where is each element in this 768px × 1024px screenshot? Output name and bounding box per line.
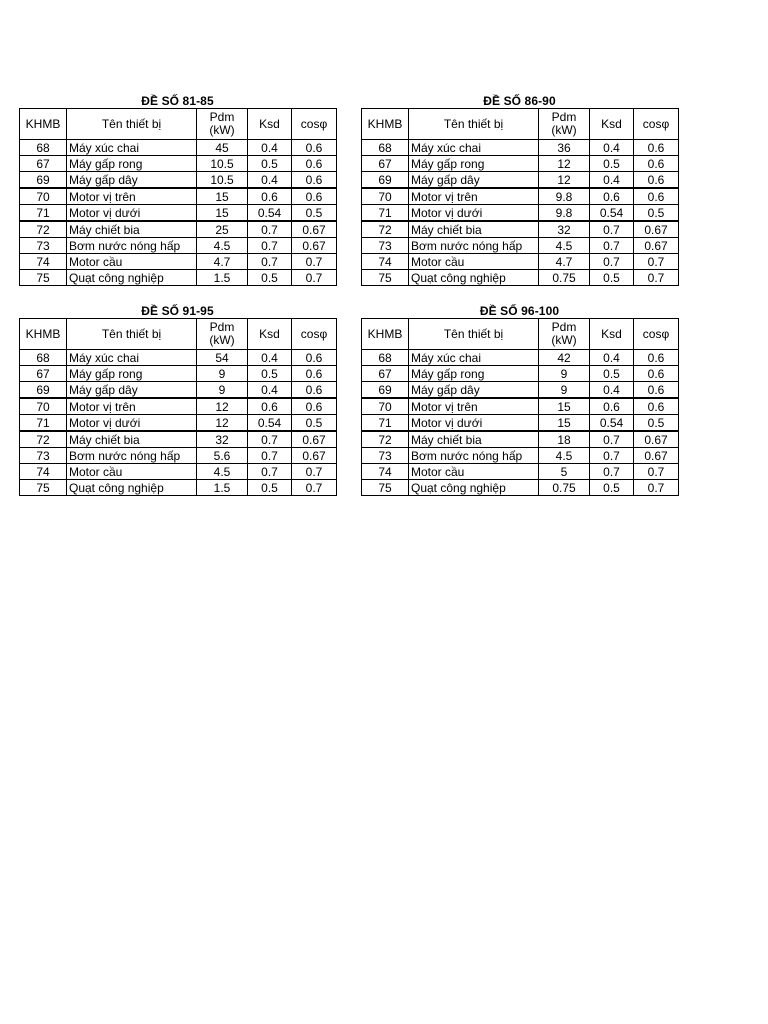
- cell-khmb: 67: [20, 366, 67, 382]
- cell-pdm: 42: [539, 350, 590, 366]
- table-row: [20, 140, 337, 156]
- cell-ksd: 0.7: [590, 238, 634, 254]
- table-block-86-90: [361, 92, 678, 286]
- cell-ksd: 0.7: [248, 221, 292, 238]
- cell-ksd: 0.54: [590, 415, 634, 432]
- cell-device-name: Motor cầu: [67, 464, 197, 480]
- cell-pdm: 54: [197, 350, 248, 366]
- cell-cos-phi: 0.6: [292, 172, 337, 189]
- table-row: [362, 480, 679, 496]
- cell-khmb: 73: [20, 238, 67, 254]
- header-pdm: [539, 109, 590, 140]
- cell-ksd: 0.4: [590, 382, 634, 399]
- cell-device-name: Motor vị dưới: [67, 205, 197, 222]
- table-row: [362, 188, 679, 205]
- cell-khmb: 69: [362, 382, 409, 399]
- cell-pdm: 10.5: [197, 172, 248, 189]
- cell-device-name: Máy gấp rong: [67, 366, 197, 382]
- table-title: ĐỀ SỐ 86-90: [483, 94, 556, 108]
- cell-pdm: 15: [539, 415, 590, 432]
- header-cos-phi-text: cosφ: [642, 116, 670, 131]
- cell-ksd: 0.5: [248, 366, 292, 382]
- cell-cos-phi: 0.5: [292, 415, 337, 432]
- data-table: [361, 318, 679, 496]
- cell-cos-phi: 0.6: [292, 140, 337, 156]
- cell-device-name: Motor cầu: [409, 464, 539, 480]
- cell-khmb: 74: [20, 464, 67, 480]
- cell-ksd: 0.54: [248, 205, 292, 222]
- table-row: [20, 415, 337, 432]
- table-row: [362, 382, 679, 399]
- cell-cos-phi: 0.67: [634, 431, 679, 448]
- header-ksd: [590, 109, 634, 140]
- header-row: [362, 319, 679, 350]
- cell-pdm: 0.75: [539, 270, 590, 286]
- cell-pdm: 32: [197, 431, 248, 448]
- cell-cos-phi: 0.6: [292, 188, 337, 205]
- cell-khmb: 74: [20, 254, 67, 270]
- cell-pdm: 12: [197, 398, 248, 415]
- table-row: [20, 238, 337, 254]
- table-row: [362, 448, 679, 464]
- header-cos-phi-text: cosφ: [642, 326, 670, 341]
- table-title: ĐỀ SỐ 91-95: [141, 304, 214, 318]
- cell-khmb: 67: [362, 366, 409, 382]
- cell-pdm: 15: [539, 398, 590, 415]
- header-cos-phi: [634, 319, 679, 350]
- cell-pdm: 9: [197, 382, 248, 399]
- cell-pdm: 15: [197, 188, 248, 205]
- table-row: [20, 366, 337, 382]
- cell-khmb: 70: [362, 188, 409, 205]
- cell-ksd: 0.5: [248, 480, 292, 496]
- cell-device-name: Bơm nước nóng hấp: [67, 238, 197, 254]
- table-row: [362, 270, 679, 286]
- table-title: ĐỀ SỐ 96-100: [479, 304, 560, 318]
- header-pdm: [197, 109, 248, 140]
- cell-khmb: 67: [362, 156, 409, 172]
- table-row: [362, 415, 679, 432]
- cell-cos-phi: 0.7: [634, 254, 679, 270]
- header-device-name-text: Tên thiết bị: [101, 116, 162, 131]
- header-ksd: [248, 319, 292, 350]
- cell-pdm: 12: [539, 156, 590, 172]
- cell-device-name: Máy gấp dây: [409, 382, 539, 399]
- cell-cos-phi: 0.67: [292, 238, 337, 254]
- cell-ksd: 0.54: [590, 205, 634, 222]
- table-row: [362, 205, 679, 222]
- cell-pdm: 1.5: [197, 480, 248, 496]
- cell-pdm: 18: [539, 431, 590, 448]
- cell-ksd: 0.7: [590, 221, 634, 238]
- cell-device-name: Bơm nước nóng hấp: [409, 238, 539, 254]
- cell-khmb: 68: [20, 140, 67, 156]
- cell-khmb: 70: [362, 398, 409, 415]
- cell-device-name: Motor vị trên: [67, 398, 197, 415]
- header-khmb: [362, 109, 409, 140]
- cell-khmb: 69: [362, 172, 409, 189]
- cell-pdm: 4.5: [539, 238, 590, 254]
- cell-device-name: Bơm nước nóng hấp: [67, 448, 197, 464]
- cell-pdm: 4.7: [197, 254, 248, 270]
- data-table: [19, 318, 337, 496]
- cell-khmb: 75: [362, 270, 409, 286]
- cell-ksd: 0.6: [248, 188, 292, 205]
- cell-cos-phi: 0.7: [292, 254, 337, 270]
- cell-ksd: 0.7: [248, 448, 292, 464]
- cell-ksd: 0.4: [590, 172, 634, 189]
- cell-device-name: Quạt công nghiệp: [409, 480, 539, 496]
- cell-ksd: 0.54: [248, 415, 292, 432]
- cell-device-name: Motor vị dưới: [409, 415, 539, 432]
- cell-pdm: 45: [197, 140, 248, 156]
- cell-ksd: 0.6: [248, 398, 292, 415]
- cell-ksd: 0.5: [248, 156, 292, 172]
- table-row: [20, 431, 337, 448]
- cell-cos-phi: 0.7: [634, 464, 679, 480]
- cell-khmb: 72: [362, 431, 409, 448]
- cell-khmb: 68: [362, 140, 409, 156]
- table-block-91-95: [19, 302, 336, 496]
- cell-khmb: 70: [20, 188, 67, 205]
- cell-ksd: 0.7: [590, 448, 634, 464]
- cell-cos-phi: 0.6: [292, 382, 337, 399]
- header-khmb-text: KHMB: [25, 326, 61, 341]
- cell-pdm: 36: [539, 140, 590, 156]
- cell-pdm: 9: [197, 366, 248, 382]
- cell-device-name: Motor vị dưới: [67, 415, 197, 432]
- cell-device-name: Máy gấp dây: [409, 172, 539, 189]
- cell-ksd: 0.5: [590, 480, 634, 496]
- header-row: [362, 109, 679, 140]
- cell-ksd: 0.7: [590, 431, 634, 448]
- header-cos-phi-text: cosφ: [300, 326, 328, 341]
- cell-khmb: 71: [362, 415, 409, 432]
- cell-device-name: Máy chiết bia: [409, 431, 539, 448]
- header-cos-phi: [634, 109, 679, 140]
- cell-ksd: 0.6: [590, 188, 634, 205]
- table-row: [362, 172, 679, 189]
- cell-khmb: 67: [20, 156, 67, 172]
- cell-device-name: Máy chiết bia: [67, 431, 197, 448]
- cell-pdm: 12: [539, 172, 590, 189]
- table-row: [362, 431, 679, 448]
- cell-device-name: Quạt công nghiệp: [67, 270, 197, 286]
- table-row: [362, 398, 679, 415]
- cell-device-name: Máy xúc chai: [67, 140, 197, 156]
- table-row: [20, 254, 337, 270]
- cell-device-name: Motor cầu: [67, 254, 197, 270]
- cell-device-name: Bơm nước nóng hấp: [409, 448, 539, 464]
- cell-ksd: 0.4: [248, 140, 292, 156]
- table-row: [20, 188, 337, 205]
- cell-cos-phi: 0.6: [292, 366, 337, 382]
- cell-cos-phi: 0.6: [292, 398, 337, 415]
- table-row: [20, 382, 337, 399]
- cell-khmb: 75: [362, 480, 409, 496]
- cell-ksd: 0.7: [590, 464, 634, 480]
- cell-ksd: 0.4: [590, 350, 634, 366]
- cell-cos-phi: 0.6: [634, 156, 679, 172]
- cell-khmb: 74: [362, 254, 409, 270]
- cell-pdm: 15: [197, 205, 248, 222]
- table-row: [362, 350, 679, 366]
- cell-device-name: Máy gấp dây: [67, 172, 197, 189]
- cell-ksd: 0.4: [248, 172, 292, 189]
- header-device-name-text: Tên thiết bị: [443, 116, 504, 131]
- cell-device-name: Máy xúc chai: [67, 350, 197, 366]
- cell-ksd: 0.4: [248, 382, 292, 399]
- table-row: [362, 366, 679, 382]
- cell-device-name: Quạt công nghiệp: [409, 270, 539, 286]
- table-block-96-100: [361, 302, 678, 496]
- cell-khmb: 74: [362, 464, 409, 480]
- cell-pdm: 4.5: [197, 464, 248, 480]
- table-row: [362, 254, 679, 270]
- cell-pdm: 4.7: [539, 254, 590, 270]
- cell-pdm: 25: [197, 221, 248, 238]
- header-ksd-text: Ksd: [601, 326, 622, 341]
- header-pdm-text: Pdm: [209, 110, 235, 124]
- header-cos-phi-text: cosφ: [300, 116, 328, 131]
- cell-cos-phi: 0.67: [634, 238, 679, 254]
- cell-ksd: 0.7: [248, 464, 292, 480]
- table-row: [362, 221, 679, 238]
- cell-khmb: 73: [362, 448, 409, 464]
- cell-cos-phi: 0.7: [292, 480, 337, 496]
- cell-cos-phi: 0.7: [292, 270, 337, 286]
- cell-pdm: 10.5: [197, 156, 248, 172]
- table-title: ĐỀ SỐ 81-85: [141, 94, 214, 108]
- cell-device-name: Quạt công nghiệp: [67, 480, 197, 496]
- header-khmb: [20, 319, 67, 350]
- cell-device-name: Máy chiết bia: [409, 221, 539, 238]
- cell-device-name: Máy gấp rong: [67, 156, 197, 172]
- cell-khmb: 75: [20, 480, 67, 496]
- cell-device-name: Máy chiết bia: [67, 221, 197, 238]
- cell-cos-phi: 0.6: [634, 188, 679, 205]
- header-device-name: [67, 319, 197, 350]
- cell-device-name: Motor cầu: [409, 254, 539, 270]
- table-row: [20, 156, 337, 172]
- table-row: [20, 480, 337, 496]
- header-device-name: [409, 319, 539, 350]
- cell-khmb: 72: [362, 221, 409, 238]
- header-khmb: [20, 109, 67, 140]
- cell-cos-phi: 0.6: [634, 140, 679, 156]
- cell-device-name: Máy gấp rong: [409, 366, 539, 382]
- header-pdm: [539, 319, 590, 350]
- table-row: [20, 221, 337, 238]
- table-row: [20, 350, 337, 366]
- table-block-81-85: [19, 92, 336, 286]
- cell-khmb: 73: [362, 238, 409, 254]
- table-row: [20, 172, 337, 189]
- cell-ksd: 0.4: [248, 350, 292, 366]
- cell-khmb: 75: [20, 270, 67, 286]
- cell-cos-phi: 0.67: [634, 221, 679, 238]
- header-pdm-text: Pdm: [551, 110, 577, 124]
- cell-cos-phi: 0.6: [292, 350, 337, 366]
- cell-cos-phi: 0.6: [634, 398, 679, 415]
- cell-device-name: Máy xúc chai: [409, 140, 539, 156]
- cell-pdm: 12: [197, 415, 248, 432]
- header-device-name-text: Tên thiết bị: [443, 326, 504, 341]
- cell-cos-phi: 0.5: [292, 205, 337, 222]
- cell-cos-phi: 0.6: [292, 156, 337, 172]
- header-pdm-text: (kW): [209, 123, 235, 137]
- header-ksd: [248, 109, 292, 140]
- cell-ksd: 0.5: [590, 156, 634, 172]
- cell-cos-phi: 0.67: [292, 448, 337, 464]
- header-ksd-text: Ksd: [259, 326, 280, 341]
- header-pdm-text: (kW): [209, 333, 235, 347]
- header-pdm-text: Pdm: [551, 320, 577, 334]
- cell-cos-phi: 0.6: [634, 382, 679, 399]
- cell-khmb: 68: [362, 350, 409, 366]
- cell-cos-phi: 0.6: [634, 172, 679, 189]
- cell-ksd: 0.5: [590, 270, 634, 286]
- header-khmb-text: KHMB: [367, 116, 403, 131]
- cell-cos-phi: 0.67: [292, 431, 337, 448]
- cell-pdm: 9.8: [539, 188, 590, 205]
- cell-device-name: Motor vị trên: [409, 398, 539, 415]
- cell-device-name: Máy xúc chai: [409, 350, 539, 366]
- header-cos-phi: [292, 319, 337, 350]
- header-row: [20, 109, 337, 140]
- header-device-name-text: Tên thiết bị: [101, 326, 162, 341]
- header-ksd-text: Ksd: [259, 116, 280, 131]
- cell-device-name: Motor vị trên: [409, 188, 539, 205]
- cell-pdm: 1.5: [197, 270, 248, 286]
- cell-ksd: 0.7: [248, 238, 292, 254]
- cell-ksd: 0.4: [590, 140, 634, 156]
- cell-pdm: 32: [539, 221, 590, 238]
- cell-cos-phi: 0.67: [292, 221, 337, 238]
- header-pdm: [197, 319, 248, 350]
- cell-cos-phi: 0.6: [634, 350, 679, 366]
- cell-khmb: 70: [20, 398, 67, 415]
- cell-khmb: 72: [20, 221, 67, 238]
- data-table: [361, 108, 679, 286]
- table-row: [20, 398, 337, 415]
- table-row: [362, 238, 679, 254]
- cell-device-name: Máy gấp dây: [67, 382, 197, 399]
- cell-pdm: 9.8: [539, 205, 590, 222]
- cell-cos-phi: 0.5: [634, 415, 679, 432]
- header-device-name: [409, 109, 539, 140]
- cell-khmb: 68: [20, 350, 67, 366]
- cell-cos-phi: 0.6: [634, 366, 679, 382]
- header-cos-phi: [292, 109, 337, 140]
- cell-ksd: 0.7: [248, 254, 292, 270]
- header-pdm-text: (kW): [551, 333, 577, 347]
- header-ksd: [590, 319, 634, 350]
- cell-pdm: 9: [539, 366, 590, 382]
- cell-device-name: Motor vị trên: [67, 188, 197, 205]
- table-row: [20, 270, 337, 286]
- cell-ksd: 0.7: [248, 431, 292, 448]
- cell-khmb: 73: [20, 448, 67, 464]
- table-row: [362, 140, 679, 156]
- header-khmb-text: KHMB: [367, 326, 403, 341]
- header-pdm-text: (kW): [551, 123, 577, 137]
- cell-khmb: 71: [20, 415, 67, 432]
- cell-device-name: Motor vị dưới: [409, 205, 539, 222]
- header-khmb-text: KHMB: [25, 116, 61, 131]
- header-pdm-text: Pdm: [209, 320, 235, 334]
- cell-cos-phi: 0.7: [634, 480, 679, 496]
- header-ksd-text: Ksd: [601, 116, 622, 131]
- cell-pdm: 0.75: [539, 480, 590, 496]
- cell-device-name: Máy gấp rong: [409, 156, 539, 172]
- table-row: [20, 448, 337, 464]
- cell-khmb: 69: [20, 172, 67, 189]
- cell-ksd: 0.5: [248, 270, 292, 286]
- cell-pdm: 9: [539, 382, 590, 399]
- table-row: [362, 156, 679, 172]
- cell-pdm: 5.6: [197, 448, 248, 464]
- cell-khmb: 71: [362, 205, 409, 222]
- cell-khmb: 72: [20, 431, 67, 448]
- cell-ksd: 0.7: [590, 254, 634, 270]
- header-khmb: [362, 319, 409, 350]
- data-table: [19, 108, 337, 286]
- header-device-name: [67, 109, 197, 140]
- table-row: [20, 464, 337, 480]
- table-row: [362, 464, 679, 480]
- table-row: [20, 205, 337, 222]
- cell-cos-phi: 0.67: [634, 448, 679, 464]
- cell-pdm: 4.5: [539, 448, 590, 464]
- cell-ksd: 0.6: [590, 398, 634, 415]
- cell-cos-phi: 0.5: [634, 205, 679, 222]
- cell-cos-phi: 0.7: [292, 464, 337, 480]
- cell-pdm: 4.5: [197, 238, 248, 254]
- cell-khmb: 69: [20, 382, 67, 399]
- header-row: [20, 319, 337, 350]
- cell-khmb: 71: [20, 205, 67, 222]
- cell-ksd: 0.5: [590, 366, 634, 382]
- cell-cos-phi: 0.7: [634, 270, 679, 286]
- cell-pdm: 5: [539, 464, 590, 480]
